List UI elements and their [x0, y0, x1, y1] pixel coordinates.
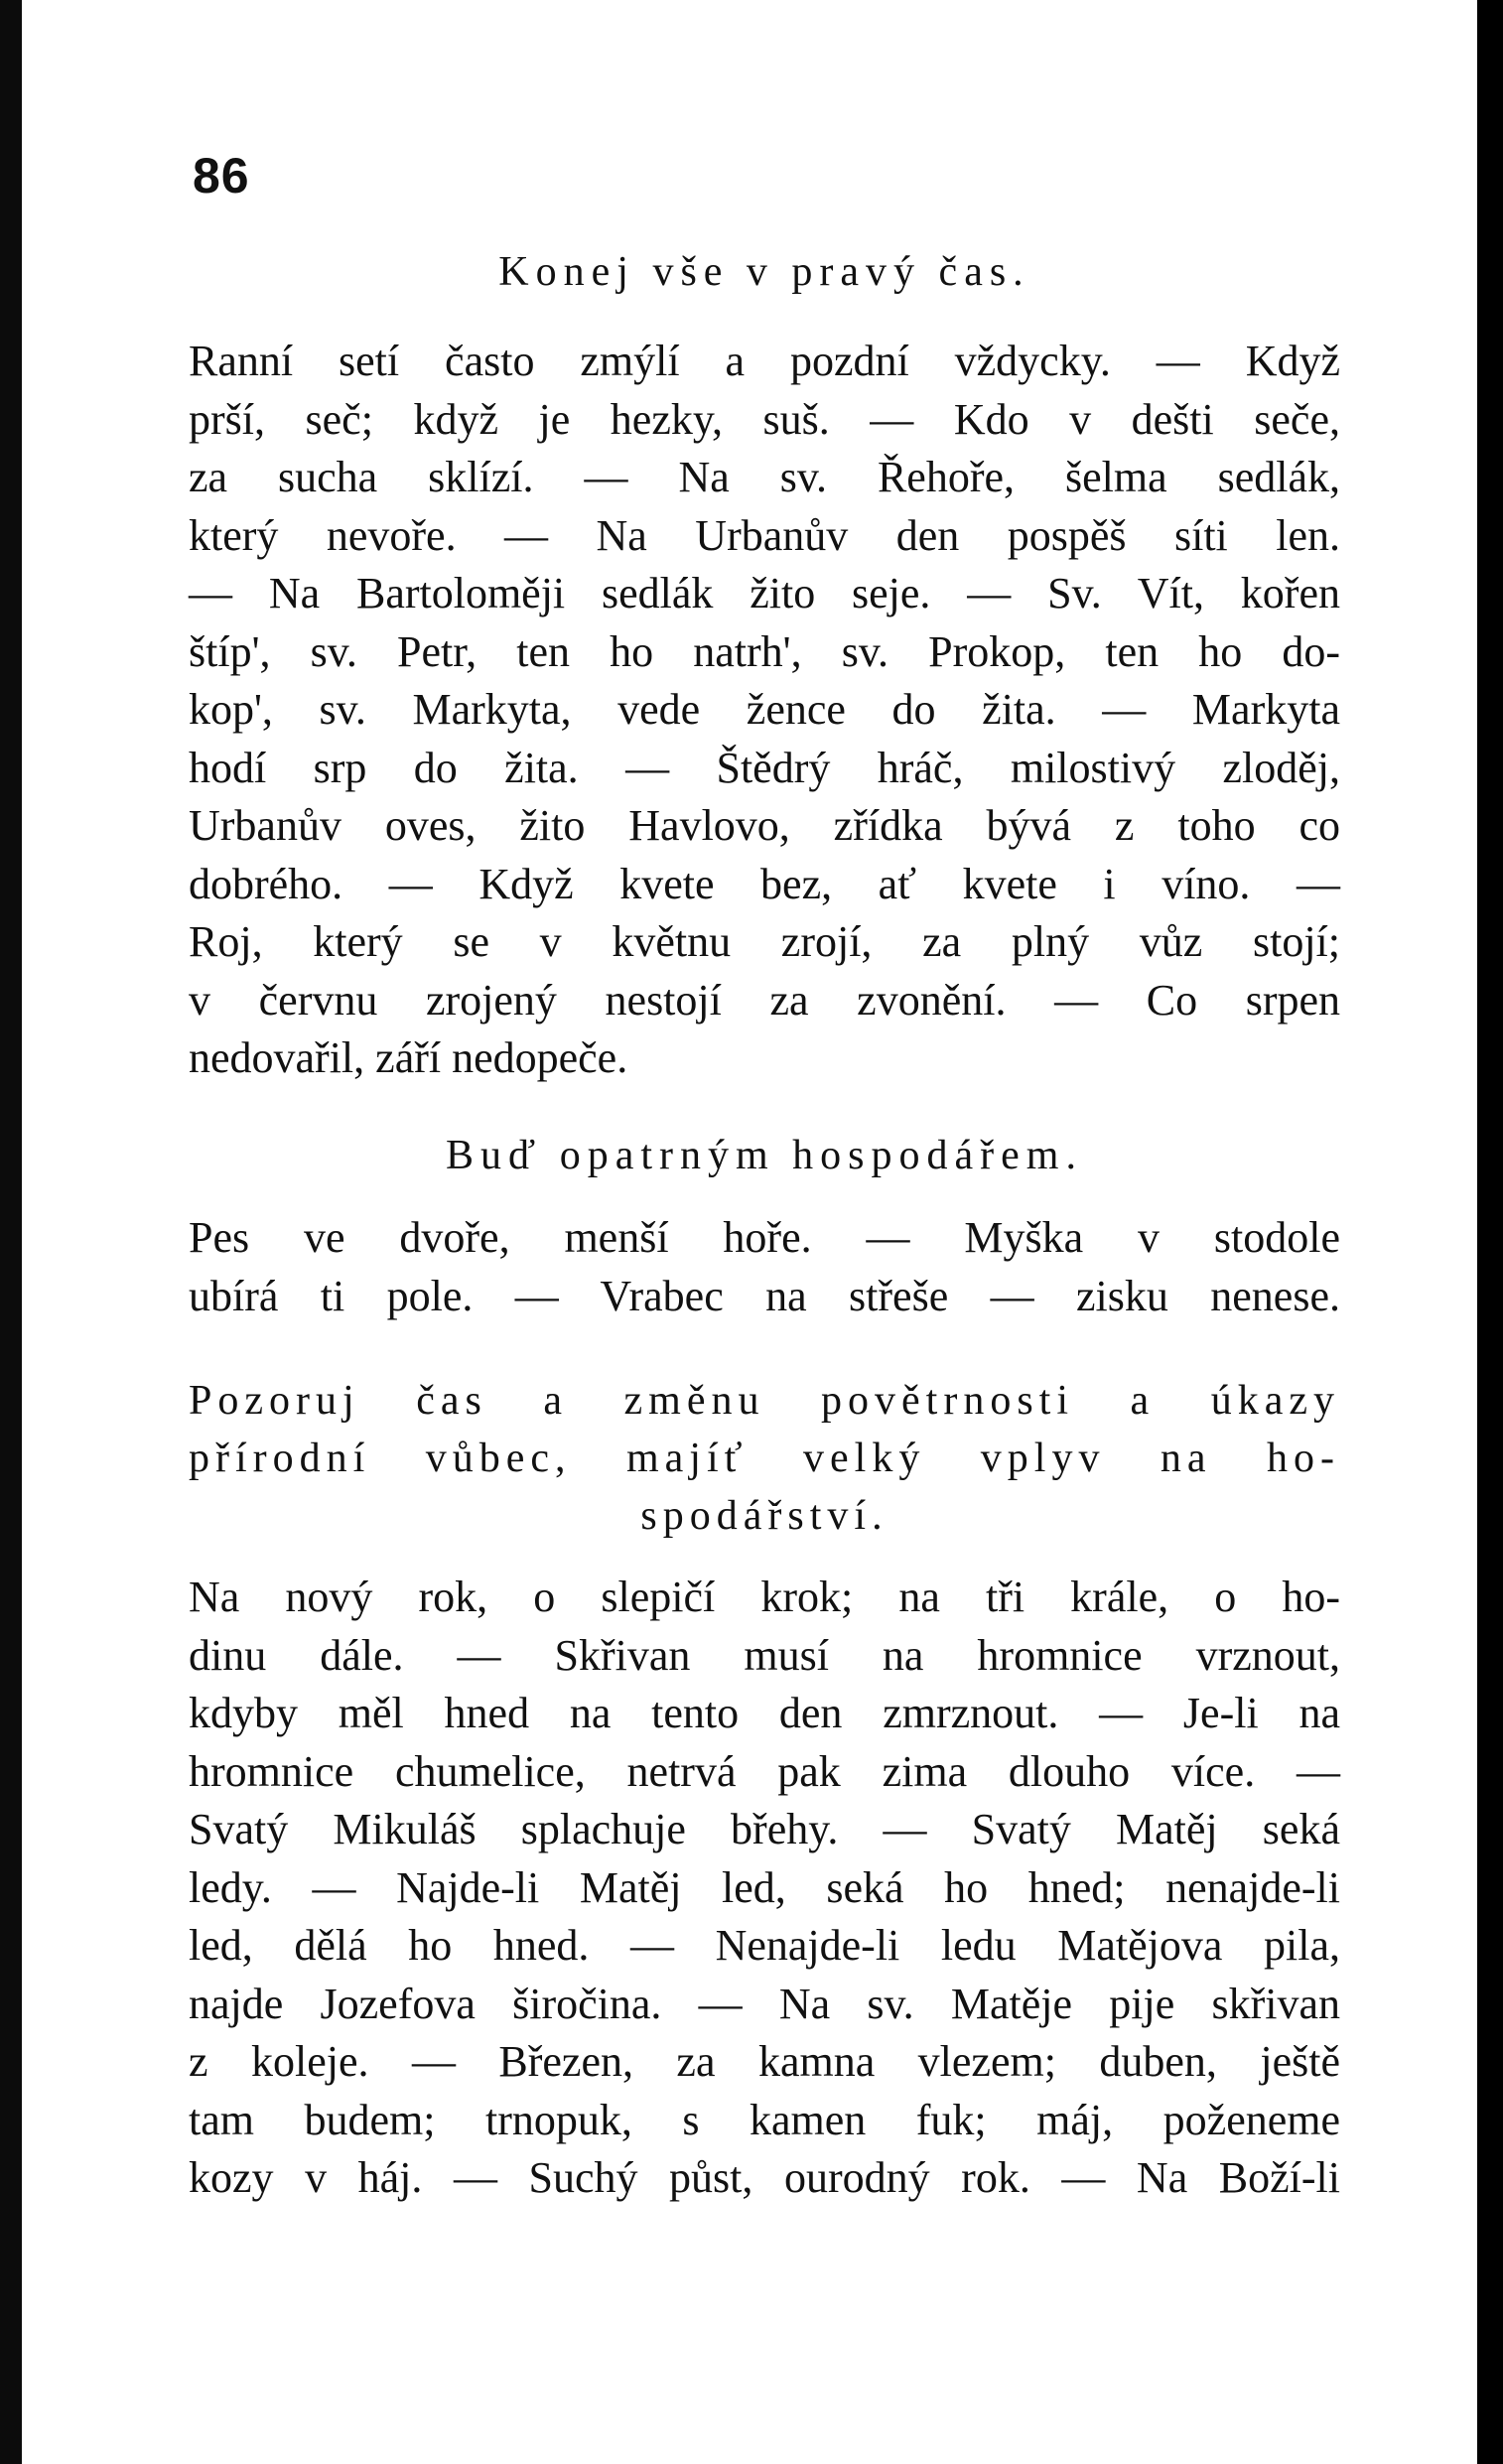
text-line: Roj, který se v květnu zrojí, za plný vůz stojí;: [189, 917, 1340, 966]
text-line: dobrého. — Když kvete bez, ať kvete i víno. —: [189, 859, 1340, 908]
text-line: Pes ve dvoře, menší hoře. — Myška v stodole: [189, 1213, 1340, 1262]
heading-line: spodářství.: [640, 1493, 888, 1539]
page-number: 86: [193, 148, 250, 204]
text-line: kop', sv. Markyta, vede žence do žita. — Markyta: [189, 685, 1340, 734]
text-line: ubírá ti pole. — Vrabec na střeše — zisku nenese.: [189, 1271, 1340, 1320]
text-line: Urbanův oves, žito Havlovo, zřídka bývá z toho co: [189, 801, 1340, 850]
text-line: najde Jozefova širočina. — Na sv. Matěje pije skřivan: [189, 1979, 1340, 2028]
text-line: v červnu zrojený nestojí za zvonění. — Co srpen: [189, 975, 1340, 1025]
text-line: Na nový rok, o slepičí krok; na tři krále, o ho-: [189, 1573, 1340, 1621]
paragraph-2: [189, 1209, 1340, 1325]
text-line: Ranní setí často zmýlí a pozdní vždycky. — Když: [189, 337, 1340, 385]
scan-right-edge: [1477, 0, 1503, 2464]
text-line: dinu dále. — Skřivan musí na hromnice vrznout,: [189, 1630, 1340, 1680]
heading-line: přírodní vůbec, majíť velký vplyv na ho-: [189, 1436, 1340, 1481]
scan-left-edge: [0, 0, 22, 2464]
text-line: hromnice chumelice, netrvá pak zima dlouho více. —: [189, 1746, 1340, 1796]
text-line: nedovařil, září nedopeče.: [189, 1033, 628, 1082]
section-heading-2: [189, 1132, 1340, 1179]
text-line: za sucha sklízí. — Na sv. Řehoře, šelma sedlák,: [189, 453, 1340, 501]
paragraph-1: [189, 333, 1340, 1088]
book-page: [22, 0, 1477, 2464]
text-line: štíp', sv. Petr, ten ho natrh', sv. Prokop, ten ho do-: [189, 626, 1340, 676]
section-heading-3: [189, 1372, 1340, 1545]
heading-line: Pozoruj čas a změnu povětrnosti a úkazy: [189, 1378, 1340, 1424]
text-line: hodí srp do žita. — Štědrý hráč, milostivý zloděj,: [189, 743, 1340, 792]
text-line: z koleje. — Březen, za kamna vlezem; duben, ještě: [189, 2037, 1340, 2086]
text-line: led, dělá ho hned. — Nenajde-li ledu Matějova pila,: [189, 1921, 1340, 1970]
text-line: který nevoře. — Na Urbanův den pospěš síti len.: [189, 510, 1340, 560]
text-line: Svatý Mikuláš splachuje břehy. — Svatý Matěj seká: [189, 1805, 1340, 1853]
text-line: kozy v háj. — Suchý půst, ourodný rok. — Na Boží-li: [189, 2153, 1340, 2202]
heading-text: Konej vše v pravý čas.: [498, 249, 1030, 295]
heading-text: Buď opatrným hospodářem.: [446, 1133, 1083, 1178]
section-heading-1: [189, 248, 1340, 296]
text-line: tam budem; trnopuk, s kamen fuk; máj, poženeme: [189, 2095, 1340, 2144]
paragraph-3: [189, 1569, 1340, 2208]
text-line: ledy. — Najde-li Matěj led, seká ho hned; nenajde-li: [189, 1862, 1340, 1912]
text-line: — Na Bartoloměji sedlák žito seje. — Sv. Vít, kořen: [189, 569, 1340, 617]
text-line: prší, seč; když je hezky, suš. — Kdo v dešti seče,: [189, 394, 1340, 444]
text-line: kdyby měl hned na tento den zmrznout. — Je-li na: [189, 1689, 1340, 1737]
